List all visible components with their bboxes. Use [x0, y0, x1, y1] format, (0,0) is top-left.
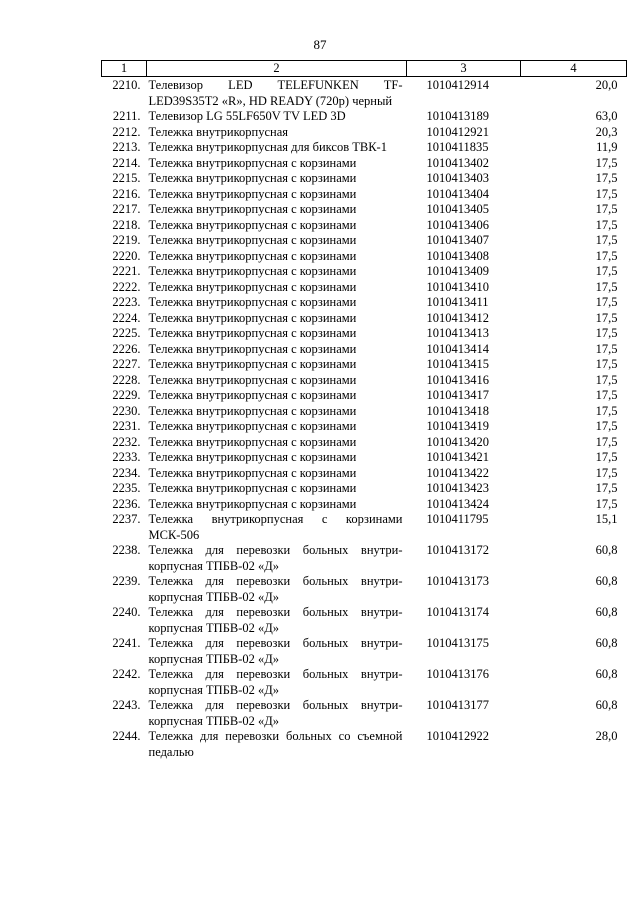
item-name: Тележка внутрикорпусная с корзинами	[148, 295, 357, 309]
row-number: 2233.	[112, 450, 141, 464]
item-value: 17,5	[595, 465, 618, 480]
inventory-code: 1010413414	[426, 341, 489, 356]
table-row	[102, 156, 627, 172]
table-row	[102, 419, 627, 435]
table-row	[102, 280, 627, 296]
row-number: 2212.	[112, 124, 141, 139]
inventory-code: 1010413404	[426, 186, 489, 201]
inventory-code: 1010411795	[426, 512, 489, 526]
inventory-code: 1010413175	[426, 636, 489, 650]
table-row	[102, 435, 627, 451]
row-number: 2219.	[112, 233, 141, 247]
item-name: Тележка внутрикорпусная	[148, 124, 288, 139]
item-name: Тележка внутрикорпусная с корзинами	[148, 419, 357, 433]
item-name: Тележка для перевозки больных внутри-корпусная ТПБВ-02 «Д»	[148, 698, 403, 728]
item-name: Тележка внутрикорпусная с корзинами МСК-506	[148, 512, 403, 542]
table-row	[102, 636, 627, 667]
row-number: 2216.	[112, 186, 141, 201]
item-value: 17,5	[595, 372, 618, 387]
item-name: Тележка внутрикорпусная с корзинами	[148, 372, 357, 387]
item-value: 60,8	[595, 605, 618, 619]
inventory-code: 1010413415	[426, 357, 489, 371]
item-name: Тележка для перевозки больных внутри-корпусная ТПБВ-02 «Д»	[148, 605, 403, 635]
table-row	[102, 388, 627, 404]
inventory-code: 1010413418	[426, 403, 489, 418]
row-number: 2217.	[112, 202, 141, 216]
header-col-3: 3	[407, 61, 521, 77]
item-name: Тележка внутрикорпусная для биксов ТВК-1	[148, 140, 387, 154]
inventory-code: 1010413421	[426, 450, 489, 464]
item-name: Тележка внутрикорпусная с корзинами	[148, 186, 357, 201]
item-value: 20,0	[595, 78, 618, 92]
row-number: 2244.	[112, 729, 141, 743]
table-row	[102, 543, 627, 574]
item-name: Тележка для перевозки больных со съемной педалью	[148, 729, 403, 759]
table-row	[102, 698, 627, 729]
inventory-code: 1010411835	[426, 140, 489, 154]
item-value: 17,5	[595, 279, 618, 294]
item-value: 20,3	[595, 124, 618, 139]
inventory-code: 1010413189	[426, 109, 489, 123]
item-name: Тележка внутрикорпусная с корзинами	[148, 403, 357, 418]
table-row	[102, 249, 627, 265]
item-name: Тележка внутрикорпусная с корзинами	[148, 155, 357, 170]
inventory-code: 1010413173	[426, 574, 489, 588]
item-value: 17,5	[595, 264, 618, 278]
item-value: 63,0	[595, 109, 618, 123]
item-value: 17,5	[595, 481, 618, 495]
inventory-code: 1010413416	[426, 372, 489, 387]
item-value: 17,5	[595, 295, 618, 309]
row-number: 2213.	[112, 140, 141, 154]
item-value: 17,5	[595, 419, 618, 433]
item-name: Тележка внутрикорпусная с корзинами	[148, 171, 357, 185]
row-number: 2223.	[112, 295, 141, 309]
inventory-code: 1010413417	[426, 388, 489, 402]
row-number: 2242.	[112, 667, 141, 681]
item-name: Тележка внутрикорпусная с корзинами	[148, 279, 357, 294]
item-name: Тележка для перевозки больных внутри-корпусная ТПБВ-02 «Д»	[148, 636, 403, 666]
inventory-code: 1010413423	[426, 481, 489, 495]
row-number: 2224.	[112, 310, 141, 325]
item-name: Тележка внутрикорпусная с корзинами	[148, 217, 357, 232]
inventory-code: 1010413424	[426, 496, 489, 511]
table-row	[102, 466, 627, 482]
item-name: Тележка внутрикорпусная с корзинами	[148, 341, 357, 356]
row-number: 2225.	[112, 326, 141, 340]
table-row	[102, 667, 627, 698]
item-value: 60,8	[595, 698, 618, 712]
item-value: 17,5	[595, 233, 618, 247]
item-name: Тележка внутрикорпусная с корзинами	[148, 481, 357, 495]
item-value: 60,8	[595, 636, 618, 650]
row-number: 2222.	[112, 279, 141, 294]
row-number: 2218.	[112, 217, 141, 232]
table-row	[102, 125, 627, 141]
inventory-code: 1010413172	[426, 543, 489, 557]
table-row	[102, 404, 627, 420]
table-body	[102, 77, 627, 761]
table-row	[102, 311, 627, 327]
item-name: Тележка внутрикорпусная с корзинами	[148, 310, 357, 325]
inventory-code: 1010413174	[426, 605, 489, 619]
table-row	[102, 497, 627, 513]
item-name: Тележка внутрикорпусная с корзинами	[148, 357, 357, 371]
inventory-code: 1010413412	[426, 310, 489, 325]
inventory-code: 1010413419	[426, 419, 489, 433]
item-value: 17,5	[595, 496, 618, 511]
item-name: Тележка внутрикорпусная с корзинами	[148, 465, 357, 480]
item-value: 17,5	[595, 341, 618, 356]
item-name: Тележка внутрикорпусная с корзинами	[148, 264, 357, 278]
table-row	[102, 605, 627, 636]
item-value: 17,5	[595, 310, 618, 325]
row-number: 2232.	[112, 434, 141, 449]
table-row	[102, 187, 627, 203]
row-number: 2238.	[112, 543, 141, 557]
row-number: 2229.	[112, 388, 141, 402]
item-name: Тележка для перевозки больных внутри-корпусная ТПБВ-02 «Д»	[148, 667, 403, 697]
inventory-code: 1010413406	[426, 217, 489, 232]
inventory-code: 1010412921	[426, 124, 489, 139]
item-value: 60,8	[595, 543, 618, 557]
item-value: 17,5	[595, 450, 618, 464]
item-name: Тележка внутрикорпусная с корзинами	[148, 326, 357, 340]
item-name: Тележка для перевозки больных внутри-корпусная ТПБВ-02 «Д»	[148, 543, 403, 573]
row-number: 2228.	[112, 372, 141, 387]
inventory-code: 1010412914	[426, 78, 489, 92]
row-number: 2231.	[112, 419, 141, 433]
inventory-code: 1010413422	[426, 465, 489, 480]
table-row	[102, 326, 627, 342]
row-number: 2243.	[112, 698, 141, 712]
row-number: 2241.	[112, 636, 141, 650]
item-name: Тележка внутрикорпусная с корзинами	[148, 202, 357, 216]
item-value: 17,5	[595, 186, 618, 201]
row-number: 2227.	[112, 357, 141, 371]
table-row	[102, 171, 627, 187]
table-row	[102, 512, 627, 543]
inventory-code: 1010413407	[426, 233, 489, 247]
item-name: Тележка внутрикорпусная с корзинами	[148, 248, 357, 263]
table-row	[102, 140, 627, 156]
row-number: 2221.	[112, 264, 141, 278]
item-value: 15,1	[595, 512, 618, 526]
item-name: Тележка для перевозки больных внутри-корпусная ТПБВ-02 «Д»	[148, 574, 403, 604]
row-number: 2236.	[112, 496, 141, 511]
table-row	[102, 202, 627, 218]
table-row	[102, 450, 627, 466]
inventory-code: 1010413403	[426, 171, 489, 185]
table-row	[102, 233, 627, 249]
table-row	[102, 218, 627, 234]
item-value: 60,8	[595, 667, 618, 681]
item-value: 17,5	[595, 434, 618, 449]
inventory-code: 1010413411	[426, 295, 489, 309]
item-name: Тележка внутрикорпусная с корзинами	[148, 233, 357, 247]
item-value: 60,8	[595, 574, 618, 588]
row-number: 2226.	[112, 341, 141, 356]
page-number: 87	[313, 37, 327, 52]
table-row	[102, 729, 627, 760]
row-number: 2240.	[112, 605, 141, 619]
inventory-code: 1010413402	[426, 155, 489, 170]
row-number: 2230.	[112, 403, 141, 418]
inventory-code: 1010413409	[426, 264, 489, 278]
header-col-4: 4	[521, 61, 627, 77]
item-name: Тележка внутрикорпусная с корзинами	[148, 496, 357, 511]
row-number: 2215.	[112, 171, 141, 185]
item-value: 11,9	[596, 140, 618, 154]
table-row	[102, 295, 627, 311]
table-row	[102, 264, 627, 280]
item-name: Тележка внутрикорпусная с корзинами	[148, 450, 357, 464]
item-value: 17,5	[595, 326, 618, 340]
table-header	[102, 61, 627, 77]
inventory-code: 1010413408	[426, 248, 489, 263]
header-row	[102, 61, 627, 77]
header-col-2: 2	[147, 61, 407, 77]
item-name: Телевизор LED TELEFUNKEN TF-LED39S35T2 «R», HD READY (720p) черный	[148, 78, 403, 108]
inventory-code: 1010413405	[426, 202, 489, 216]
row-number: 2211.	[112, 109, 141, 123]
inventory-code: 1010413413	[426, 326, 489, 340]
item-value: 17,5	[595, 155, 618, 170]
item-value: 17,5	[595, 403, 618, 418]
item-value: 17,5	[595, 357, 618, 371]
inventory-table	[101, 60, 627, 760]
inventory-code: 1010413176	[426, 667, 489, 681]
table-row	[102, 574, 627, 605]
table-row	[102, 77, 627, 110]
row-number: 2214.	[112, 155, 141, 170]
inventory-code: 1010413177	[426, 698, 489, 712]
item-value: 28,0	[595, 729, 618, 743]
table-row	[102, 357, 627, 373]
table-row	[102, 342, 627, 358]
inventory-code: 1010412922	[426, 729, 489, 743]
inventory-code: 1010413420	[426, 434, 489, 449]
table-row	[102, 373, 627, 389]
row-number: 2220.	[112, 248, 141, 263]
table-row	[102, 481, 627, 497]
header-col-1: 1	[102, 61, 147, 77]
inventory-code: 1010413410	[426, 279, 489, 294]
item-name: Тележка внутрикорпусная с корзинами	[148, 388, 357, 402]
item-name: Тележка внутрикорпусная с корзинами	[148, 434, 357, 449]
item-value: 17,5	[595, 217, 618, 232]
item-value: 17,5	[595, 171, 618, 185]
row-number: 2234.	[112, 465, 141, 480]
item-name: Телевизор LG 55LF650V TV LED 3D	[148, 109, 346, 123]
row-number: 2210.	[112, 78, 141, 92]
row-number: 2235.	[112, 481, 141, 495]
table-row	[102, 109, 627, 125]
item-value: 17,5	[595, 202, 618, 216]
item-value: 17,5	[595, 248, 618, 263]
row-number: 2239.	[112, 574, 141, 588]
item-value: 17,5	[595, 388, 618, 402]
row-number: 2237.	[112, 512, 141, 526]
